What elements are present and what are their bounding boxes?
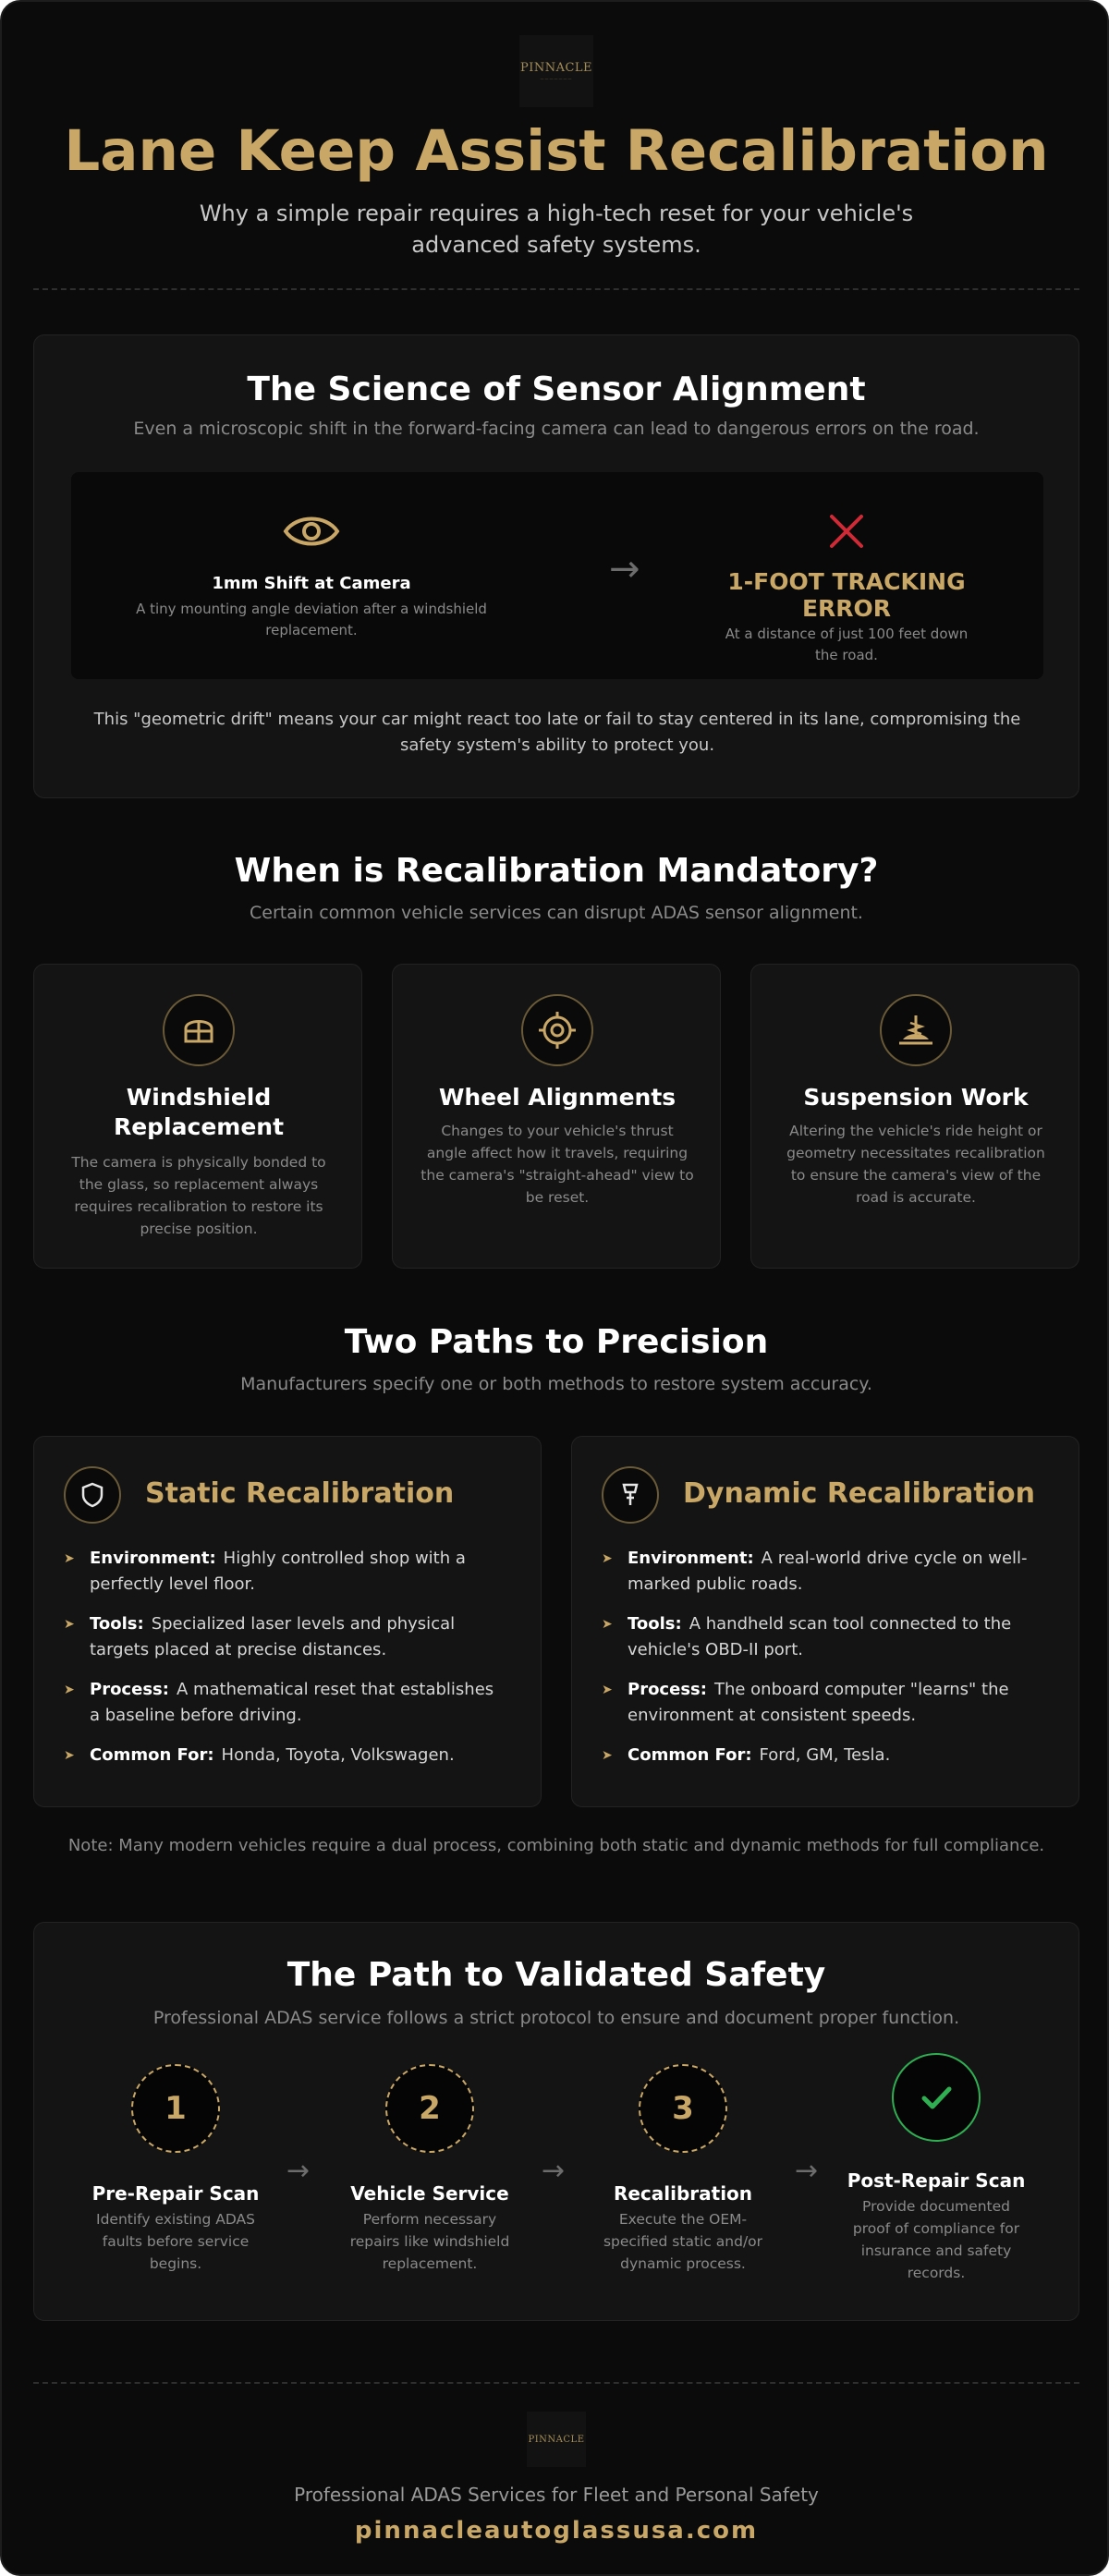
shield-icon <box>64 1466 121 1524</box>
camera-shift-block <box>127 472 496 679</box>
dynamic-recalibration-card <box>571 1436 1079 1807</box>
item-value: A mathematical reset that establishes a baseline before driving. <box>90 1680 494 1725</box>
list-item <box>64 1743 517 1768</box>
static-title: Static Recalibration <box>145 1477 455 1510</box>
chevron-right-icon: ➤ <box>602 1748 613 1763</box>
brand-logo <box>519 35 593 107</box>
list-item <box>602 1677 1054 1729</box>
mandatory-title: When is Recalibration Mandatory? <box>234 852 879 890</box>
chevron-right-icon: ➤ <box>64 1683 75 1697</box>
road-icon <box>602 1466 659 1524</box>
step-text: Identify existing ADAS faults before service begins. <box>96 2211 255 2272</box>
step-name: Recalibration <box>613 2182 753 2205</box>
validated-title: The Path to Validated Safety <box>286 1956 826 1994</box>
tracking-error-heading: 1-FOOT TRACKING ERROR <box>727 568 966 622</box>
card-suspension-work <box>750 964 1079 1269</box>
item-label: Common For: <box>628 1745 752 1765</box>
dynamic-title: Dynamic Recalibration <box>683 1477 1035 1510</box>
science-comparison <box>71 472 1043 679</box>
step-text: Perform necessary repairs like windshield replacement. <box>349 2211 510 2272</box>
footer-tagline: Professional ADAS Services for Fleet and Personal Safety <box>294 2484 819 2506</box>
science-arrow: → <box>609 548 640 590</box>
suspension-icon <box>880 994 952 1066</box>
dual-process-note: Note: Many modern vehicles require a dual process, combining both static and dynamic methods for full compliance. <box>67 1836 1045 1855</box>
chevron-right-icon: ➤ <box>602 1551 613 1566</box>
list-item <box>64 1677 517 1729</box>
footer-logo <box>527 2412 586 2467</box>
chevron-right-icon: ➤ <box>602 1617 613 1632</box>
x-icon <box>687 507 1006 555</box>
item-value: The onboard computer "learns" the environment at consistent speeds. <box>628 1680 1009 1725</box>
list-item <box>602 1743 1054 1768</box>
static-list <box>64 1546 517 1782</box>
chevron-right-icon: ➤ <box>64 1748 75 1763</box>
item-value: Ford, GM, Tesla. <box>759 1745 891 1765</box>
item-value: Honda, Toyota, Volkswagen. <box>221 1745 455 1765</box>
step-arrow: → <box>542 2155 566 2187</box>
page-title: Lane Keep Assist Recalibration <box>64 118 1049 184</box>
step-number: 3 <box>639 2064 727 2153</box>
item-value: A handheld scan tool connected to the vehicle's OBD-II port. <box>628 1614 1012 1659</box>
paths-title: Two Paths to Precision <box>344 1323 769 1361</box>
step-number: 1 <box>131 2064 220 2153</box>
tracking-error-text: At a distance of just 100 feet down the road. <box>725 626 969 663</box>
camera-shift-text: A tiny mounting angle deviation after a windshield replacement. <box>136 601 487 638</box>
card-title: Wheel Alignments <box>438 1084 676 1111</box>
item-label: Process: <box>90 1680 169 1699</box>
list-item <box>64 1611 517 1663</box>
card-text: Altering the vehicle's ride height or geometry necessitates recalibration to ensure the camera's view of the road is accurate. <box>786 1123 1045 1206</box>
item-value: Highly controlled shop with a perfectly level floor. <box>90 1549 466 1594</box>
step-text: Execute the OEM-specified static and/or dynamic process. <box>603 2211 763 2272</box>
validated-subtitle: Professional ADAS service follows a strict protocol to ensure and document proper function. <box>152 2008 960 2028</box>
item-label: Common For: <box>90 1745 214 1765</box>
list-item <box>64 1546 517 1598</box>
mandatory-subtitle: Certain common vehicle services can disrupt ADAS sensor alignment. <box>250 903 863 923</box>
item-label: Process: <box>628 1680 707 1699</box>
science-panel <box>33 334 1079 798</box>
item-value: A real-world drive cycle on well-marked public roads. <box>628 1549 1028 1594</box>
step-number: 2 <box>385 2064 474 2153</box>
item-label: Environment: <box>90 1549 216 1568</box>
step-name: Vehicle Service <box>350 2182 509 2205</box>
list-item <box>602 1546 1054 1598</box>
static-recalibration-card <box>33 1436 542 1807</box>
logo-underline: ——————— <box>540 77 573 81</box>
step-name: Pre-Repair Scan <box>91 2182 260 2205</box>
footer-divider <box>33 2382 1079 2384</box>
science-subtitle: Even a microscopic shift in the forward-facing camera can lead to dangerous errors on the road. <box>133 419 980 439</box>
item-label: Tools: <box>90 1614 144 1634</box>
card-title: Suspension Work <box>803 1084 1029 1111</box>
step-arrow: → <box>795 2155 819 2187</box>
tracking-error-block <box>687 472 1006 679</box>
dynamic-list <box>602 1546 1054 1782</box>
windshield-icon <box>163 994 235 1066</box>
footer-logo-text: PINNACLE <box>528 2434 585 2445</box>
science-title: The Science of Sensor Alignment <box>247 371 866 408</box>
check-icon <box>892 2053 981 2142</box>
item-label: Environment: <box>628 1549 754 1568</box>
card-windshield <box>33 964 362 1269</box>
chevron-right-icon: ➤ <box>64 1551 75 1566</box>
paths-subtitle: Manufacturers specify one or both methods to restore system accuracy. <box>240 1374 872 1394</box>
chevron-right-icon: ➤ <box>64 1617 75 1632</box>
header-divider <box>33 288 1079 290</box>
camera-shift-heading: 1mm Shift at Camera <box>212 574 411 593</box>
step-name: Post-Repair Scan <box>847 2169 1026 2192</box>
card-text: The camera is physically bonded to the glass, so replacement always requires recalibration to restore its precise position. <box>71 1154 326 1237</box>
card-title: Windshield Replacement <box>113 1084 285 1140</box>
card-wheel-alignments <box>392 964 721 1269</box>
website-link[interactable]: pinnacleautoglassusa.com <box>354 2517 759 2545</box>
chevron-right-icon: ➤ <box>602 1683 613 1697</box>
step-arrow: → <box>286 2155 311 2187</box>
logo-text: PINNACLE <box>519 61 593 75</box>
item-label: Tools: <box>628 1614 682 1634</box>
eye-icon <box>127 507 496 555</box>
science-note: This "geometric drift" means your car might react too late or fail to stay centered in its lane, compromising the safety system's ability to protect you. <box>93 710 1021 755</box>
card-text: Changes to your vehicle's thrust angle affect how it travels, requiring the camera's "straight-ahead" view to be reset. <box>420 1123 694 1206</box>
item-value: Specialized laser levels and physical targets placed at precise distances. <box>90 1614 456 1659</box>
page-subtitle: Why a simple repair requires a high-tech reset for your vehicle's advanced safety systems. <box>199 200 914 258</box>
list-item <box>602 1611 1054 1663</box>
step-text: Provide documented proof of compliance for insurance and safety records. <box>852 2198 1020 2281</box>
target-icon <box>521 994 593 1066</box>
